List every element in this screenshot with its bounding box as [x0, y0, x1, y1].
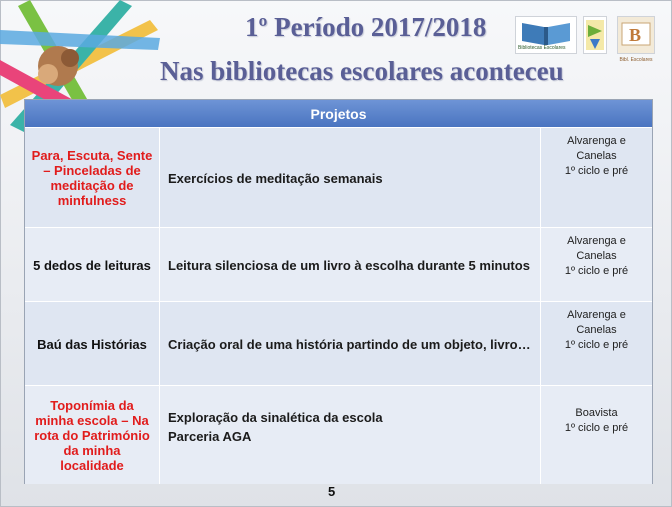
project-description: Exercícios de meditação semanais	[160, 128, 541, 228]
project-name: Toponímia da minha escola – Na rota do Património da minha localidade	[25, 386, 160, 484]
table-row	[25, 227, 652, 302]
table-row	[25, 127, 652, 228]
project-name: Para, Escuta, Sente – Pinceladas de meditação de minfulness	[25, 128, 160, 228]
page-subtitle: Nas bibliotecas escolares aconteceu	[160, 56, 564, 86]
project-name: Baú das Histórias	[25, 302, 160, 386]
project-location: Alvarenga e Canelas 1º ciclo e pré	[564, 235, 629, 277]
project-description: Leitura silenciosa de um livro à escolha durante 5 minutos	[160, 228, 541, 302]
project-name: 5 dedos de leituras	[25, 228, 160, 302]
school-logo-icon	[583, 16, 607, 54]
projects-table	[24, 99, 653, 484]
project-description: Exploração da sinalética da escola Parceria AGA	[160, 386, 541, 484]
page-number: 5	[328, 484, 336, 499]
project-location: Alvarenga e Canelas 1º ciclo e pré	[564, 135, 629, 177]
library-book-logo-icon	[515, 16, 577, 54]
logo-label: Bibliotecas Escolares	[518, 45, 566, 51]
project-location: Boavista 1º ciclo e pré	[564, 407, 629, 434]
table-row	[25, 301, 652, 386]
be-logo-icon	[617, 16, 655, 63]
project-description: Criação oral de uma história partindo de um objeto, livro…	[160, 302, 541, 386]
table-header: Projetos	[25, 100, 652, 127]
logo-label: Bibl. Escolares	[619, 57, 653, 63]
period-title: 1º Período 2017/2018	[245, 12, 487, 42]
project-location: Alvarenga e Canelas 1º ciclo e pré	[564, 309, 629, 351]
svg-text:B: B	[629, 25, 642, 45]
table-row	[25, 385, 652, 484]
